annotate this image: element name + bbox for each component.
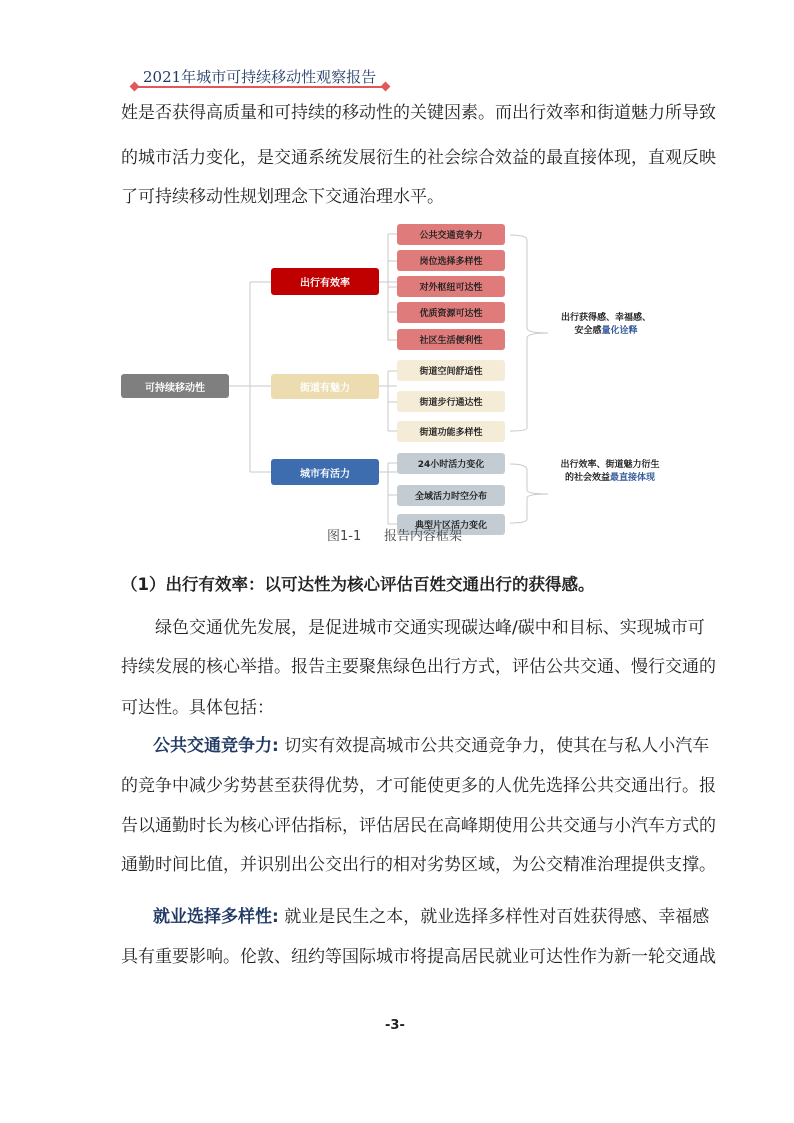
note-highlight: 最直接体现 bbox=[610, 473, 656, 483]
leaf-node: 街道步行通达性 bbox=[397, 391, 505, 412]
branch-node-street: 街道有魅力 bbox=[271, 374, 379, 399]
page-number: -3- bbox=[385, 1018, 405, 1033]
term-job-diversity: 就业选择多样性: bbox=[153, 907, 279, 927]
note-line: 出行效率、街道魅力衍生 bbox=[560, 460, 660, 470]
note-highlight: 量化诠释 bbox=[601, 326, 638, 336]
para-text: 就业是民生之本，就业选择多样性对百姓获得感、幸福感 bbox=[278, 907, 710, 927]
intro-line: 姓是否获得高质量和可持续的移动性的关键因素。而出行效率和街道魅力所导致 bbox=[121, 103, 716, 123]
para-text: 切实有效提高城市公共交通竞争力，使其在与私人小汽车 bbox=[278, 736, 710, 756]
para-line: 可达性。具体包括： bbox=[121, 698, 274, 718]
branch-node-vitality: 城市有活力 bbox=[271, 459, 379, 485]
branch-node-efficiency: 出行有效率 bbox=[271, 268, 379, 295]
para-line: 告以通勤时长为核心评估指标，评估居民在高峰期使用公共交通与小汽车方式的 bbox=[121, 816, 716, 836]
leaf-node: 24小时活力变化 bbox=[397, 453, 505, 474]
para-line: 通勤时间比值，并识别出公交出行的相对劣势区域，为公交精准治理提供支撑。 bbox=[121, 855, 716, 875]
note-line bbox=[552, 472, 668, 485]
diagram-note-2 bbox=[552, 459, 668, 485]
running-header: 2021年城市可持续移动性观察报告 bbox=[143, 68, 377, 86]
para-line: 持续发展的核心举措。报告主要聚焦绿色出行方式，评估公共交通、慢行交通的 bbox=[121, 657, 716, 677]
note-line bbox=[556, 325, 656, 338]
leaf-node: 公共交通竞争力 bbox=[397, 224, 505, 245]
para-line: 绿色交通优先发展，是促进城市交通实现碳达峰/碳中和目标、实现城市可 bbox=[121, 618, 705, 638]
figure-number: 图1-1 bbox=[327, 529, 362, 544]
note-text: 的社会效益 bbox=[564, 473, 610, 483]
section-heading: （1）出行有效率：以可达性为核心评估百姓交通出行的获得感。 bbox=[121, 575, 595, 594]
intro-line: 的城市活力变化，是交通系统发展衍生的社会综合效益的最直接体现，直观反映 bbox=[121, 148, 716, 168]
leaf-node: 对外枢纽可达性 bbox=[397, 276, 505, 297]
leaf-node: 街道功能多样性 bbox=[397, 421, 505, 442]
note-line: 出行获得感、幸福感、 bbox=[560, 313, 651, 323]
leaf-node: 街道空间舒适性 bbox=[397, 360, 505, 381]
figure-caption: 报告内容框架 bbox=[384, 529, 463, 544]
leaf-node: 优质资源可达性 bbox=[397, 302, 505, 323]
leaf-node: 全域活力时空分布 bbox=[397, 485, 505, 506]
diagram-root-node: 可持续移动性 bbox=[121, 374, 229, 398]
leaf-node: 社区生活便利性 bbox=[397, 329, 505, 350]
diagram-note-1 bbox=[556, 312, 656, 338]
leaf-node: 典型片区活力变化 bbox=[397, 514, 505, 535]
para-line: 的竞争中减少劣势甚至获得优势，才可能使更多的人优先选择公共交通出行。报 bbox=[121, 776, 716, 796]
intro-line: 了可持续移动性规划理念下交通治理水平。 bbox=[121, 187, 444, 207]
para-line: 具有重要影响。伦敦、纽约等国际城市将提高居民就业可达性作为新一轮交通战 bbox=[121, 947, 716, 967]
note-text: 安全感 bbox=[574, 326, 602, 336]
term-public-transit: 公共交通竞争力: bbox=[153, 736, 279, 756]
leaf-node: 岗位选择多样性 bbox=[397, 250, 505, 271]
para-line bbox=[121, 905, 710, 929]
para-line bbox=[121, 734, 710, 758]
